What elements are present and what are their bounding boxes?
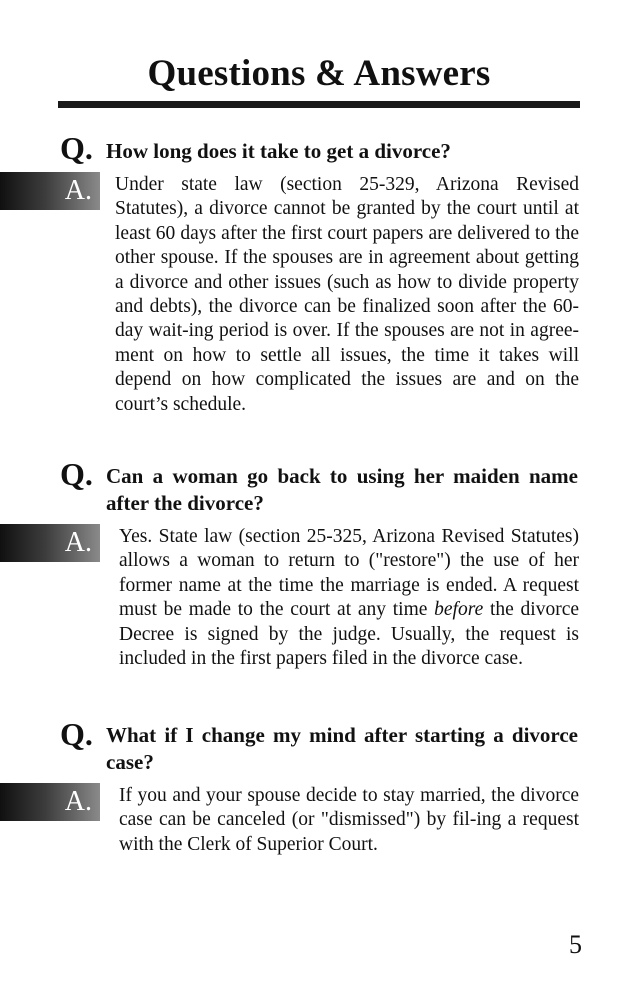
answer-marker-box <box>0 172 100 210</box>
answer-2-emphasis: before <box>434 599 484 621</box>
question-2: Can a woman go back to using her maiden name after the divorce? <box>106 464 578 515</box>
answer-marker-box <box>0 783 100 821</box>
answer-marker: A. <box>64 175 92 206</box>
answer-2-text-start: Yes. State law (section 25-325, Arizona Revised Statutes) allows a woman to return to ("restore") the use of her former name at the time the marriage is ended. A request must be made to the court at any time <box>119 526 579 621</box>
page-number: 5 <box>569 930 582 959</box>
answer-3: If you and your spouse decide to stay married, the divorce case can be canceled (or "dismissed") by fil-ing a request with the Clerk of Superior Court. <box>119 785 579 855</box>
title-divider <box>58 101 580 108</box>
page-title: Questions & Answers <box>147 53 491 94</box>
answer-marker: A. <box>64 786 92 817</box>
question-marker: Q. <box>60 130 93 166</box>
question-marker: Q. <box>60 716 93 752</box>
answer-marker: A. <box>64 527 92 558</box>
answer-1: Under state law (section 25-329, Arizona Revised Statutes), a divorce cannot be granted by the court until at least 60 days after the first court papers are delivered to the other spouse. If the spouses are in agreement about getting a divorce and other issues (such as how to divide property and debts), the divorce can be finalized soon after the 60-day wait-ing period is over. If the spouses are not in agree-ment on how to settle all issues, the time it takes will depend on how complicated the issues are and on the court’s schedule. <box>115 174 579 415</box>
question-marker: Q. <box>60 456 93 492</box>
question-3: What if I change my mind after starting a divorce case? <box>106 723 578 774</box>
answer-marker-box <box>0 524 100 562</box>
answer-2 <box>119 525 579 671</box>
question-1: How long does it take to get a divorce? <box>106 139 451 163</box>
answer-2-text-end: the divorce Decree is signed by the judge. Usually, the request is included in the first papers filed in the divorce case. <box>119 599 580 670</box>
